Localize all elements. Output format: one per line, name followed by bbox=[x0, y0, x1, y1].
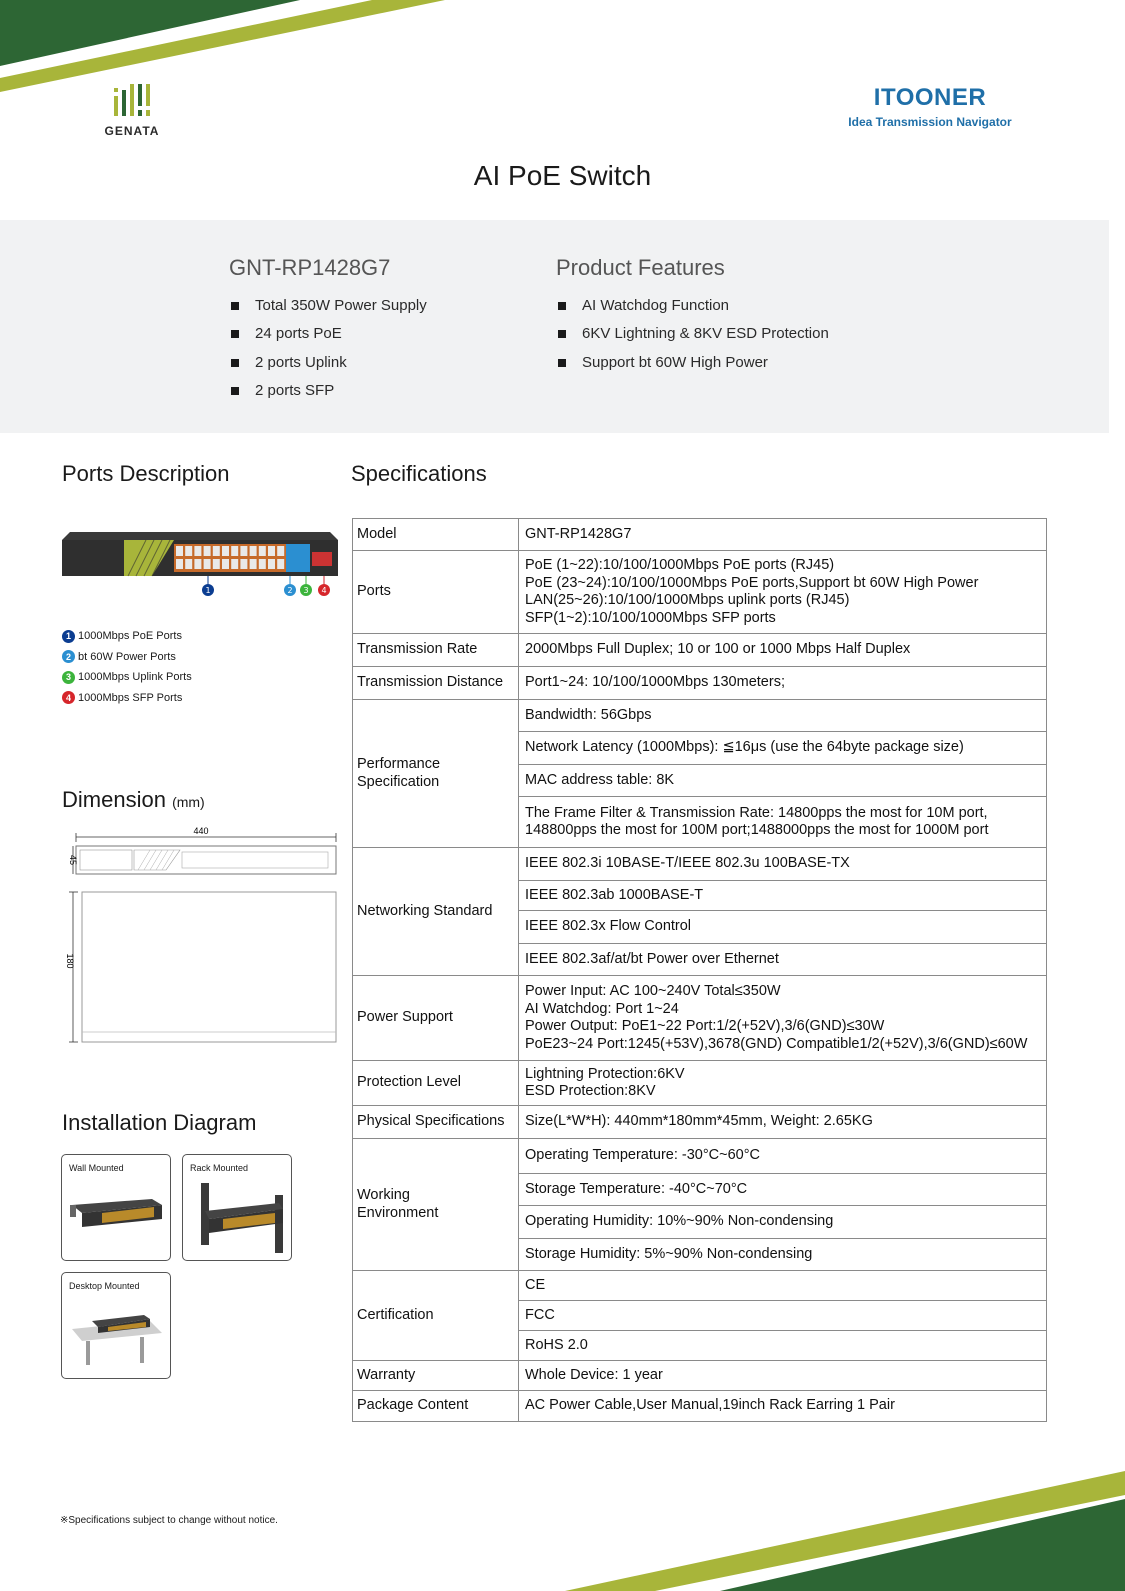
spec-value: Operating Temperature: -30°C~60°C bbox=[519, 1139, 1047, 1174]
spec-value: 2000Mbps Full Duplex; 10 or 100 or 1000 Mbps Half Duplex bbox=[519, 634, 1047, 667]
spec-key: Transmission Rate bbox=[353, 634, 519, 667]
spec-value: IEEE 802.3x Flow Control bbox=[519, 911, 1047, 944]
spec-value: CE bbox=[519, 1271, 1047, 1301]
svg-text:4: 4 bbox=[321, 586, 327, 595]
spec-key: Working Environment bbox=[353, 1139, 519, 1271]
spec-key: Performance Specification bbox=[353, 700, 519, 848]
rj45-port bbox=[222, 559, 229, 569]
features-list-item: 6KV Lightning & 8KV ESD Protection bbox=[556, 325, 829, 353]
spec-row bbox=[353, 1361, 1047, 1391]
spec-value: IEEE 802.3af/at/bt Power over Ethernet bbox=[519, 944, 1047, 976]
spec-value: The Frame Filter & Transmission Rate: 14800pps the most for 10M port, 148800pps the most for 100M port;1488000pps the most for 1000M port bbox=[519, 797, 1047, 848]
spec-key: Transmission Distance bbox=[353, 667, 519, 700]
spec-row bbox=[353, 551, 1047, 634]
rj45-port bbox=[185, 559, 192, 569]
itooner-logo-text: ITOONER bbox=[873, 84, 987, 111]
features-heading: Product Features bbox=[556, 255, 725, 280]
rj45-port bbox=[185, 546, 192, 556]
spec-key: Physical Specifications bbox=[353, 1106, 519, 1139]
rj45-port bbox=[231, 559, 238, 569]
rj45-port bbox=[194, 559, 201, 569]
spec-row bbox=[353, 1106, 1047, 1139]
spec-value: Storage Humidity: 5%~90% Non-condensing bbox=[519, 1239, 1047, 1271]
spec-value: AC Power Cable,User Manual,19inch Rack Earring 1 Pair bbox=[519, 1391, 1047, 1422]
legend-item: 2 bt 60W Power Ports bbox=[62, 647, 192, 668]
spec-value: Storage Temperature: -40°C~70°C bbox=[519, 1174, 1047, 1206]
wall-mount-image bbox=[62, 1155, 172, 1262]
svg-text:3: 3 bbox=[303, 586, 309, 595]
spec-value: IEEE 802.3ab 1000BASE-T bbox=[519, 881, 1047, 911]
rj45-port bbox=[277, 546, 284, 556]
spec-key: Certification bbox=[353, 1271, 519, 1361]
spec-key: Ports bbox=[353, 551, 519, 634]
model-list-item: Total 350W Power Supply bbox=[229, 297, 427, 325]
spec-value: GNT-RP1428G7 bbox=[519, 519, 1047, 551]
genata-logo bbox=[96, 82, 168, 138]
svg-text:1: 1 bbox=[205, 586, 211, 595]
install-desktop-mounted: Desktop Mounted bbox=[61, 1272, 171, 1379]
spec-value: Network Latency (1000Mbps): ≦16μs (use the 64byte package size) bbox=[519, 732, 1047, 765]
spec-value: Port1~24: 10/100/1000Mbps 130meters; bbox=[519, 667, 1047, 700]
spec-row bbox=[353, 976, 1047, 1061]
dimension-heading: Dimension (mm) bbox=[62, 787, 205, 812]
install-rack-mounted: Rack Mounted bbox=[182, 1154, 292, 1261]
spec-value: FCC bbox=[519, 1301, 1047, 1331]
legend-item: 4 1000Mbps SFP Ports bbox=[62, 688, 192, 709]
top-left-stripes bbox=[0, 0, 460, 95]
spec-row bbox=[353, 700, 1047, 732]
spec-key: Power Support bbox=[353, 976, 519, 1061]
rj45-port bbox=[250, 559, 257, 569]
rj45-port bbox=[213, 559, 220, 569]
spec-row bbox=[353, 519, 1047, 551]
svg-text:2: 2 bbox=[287, 586, 293, 595]
spec-key: Model bbox=[353, 519, 519, 551]
spec-value: Lightning Protection:6KV ESD Protection:8KV bbox=[519, 1061, 1047, 1106]
spec-value: IEEE 802.3i 10BASE-T/IEEE 802.3u 100BASE-TX bbox=[519, 848, 1047, 881]
model-list bbox=[229, 297, 427, 410]
features-list-item: AI Watchdog Function bbox=[556, 297, 829, 325]
itooner-logo bbox=[835, 84, 1025, 129]
itooner-tagline: Idea Transmission Navigator bbox=[848, 115, 1012, 129]
model-heading: GNT-RP1428G7 bbox=[229, 255, 391, 280]
spec-row bbox=[353, 1061, 1047, 1106]
spec-key: Package Content bbox=[353, 1391, 519, 1422]
switch-front-image bbox=[62, 530, 342, 602]
rj45-port bbox=[259, 559, 266, 569]
spec-row bbox=[353, 1271, 1047, 1301]
genata-logo-mark-icon bbox=[112, 82, 152, 118]
bottom-right-stripes bbox=[565, 1451, 1125, 1591]
svg-text:180: 180 bbox=[65, 953, 75, 969]
model-block bbox=[229, 255, 427, 410]
desktop-mount-image bbox=[62, 1273, 172, 1380]
rj45-port bbox=[240, 546, 247, 556]
spec-row bbox=[353, 1391, 1047, 1422]
spec-row bbox=[353, 667, 1047, 700]
spec-value: PoE (1~22):10/100/1000Mbps PoE ports (RJ45) PoE (23~24):10/100/1000Mbps PoE ports,Support bt 60W High Power LAN(25~26):10/100/1000Mbps uplink ports (RJ45) SFP(1~2):10/100/1000Mbps SFP ports bbox=[519, 551, 1047, 634]
rj45-port bbox=[231, 546, 238, 556]
rj45-port bbox=[268, 546, 275, 556]
feature-band bbox=[0, 220, 1109, 433]
model-list-item: 2 ports Uplink bbox=[229, 354, 427, 382]
spec-value: MAC address table: 8K bbox=[519, 765, 1047, 797]
spec-row bbox=[353, 634, 1047, 667]
model-list-item: 24 ports PoE bbox=[229, 325, 427, 353]
legend-item: 3 1000Mbps Uplink Ports bbox=[62, 667, 192, 688]
specifications-heading: Specifications bbox=[351, 461, 487, 486]
rj45-port bbox=[176, 559, 183, 569]
rj45-port bbox=[277, 559, 284, 569]
spec-value: RoHS 2.0 bbox=[519, 1331, 1047, 1361]
svg-text:45: 45 bbox=[68, 854, 78, 866]
rj45-port bbox=[194, 546, 201, 556]
rj45-port bbox=[213, 546, 220, 556]
rj45-port bbox=[176, 546, 183, 556]
spec-key: Warranty bbox=[353, 1361, 519, 1391]
rj45-port bbox=[240, 559, 247, 569]
legend-item: 1 1000Mbps PoE Ports bbox=[62, 626, 192, 647]
rj45-port bbox=[204, 546, 211, 556]
ports-legend bbox=[62, 626, 192, 708]
spec-row bbox=[353, 848, 1047, 881]
model-list-item: 2 ports SFP bbox=[229, 382, 427, 410]
genata-logo-text: GENATA bbox=[104, 124, 160, 138]
rj45-port bbox=[259, 546, 266, 556]
ports-heading: Ports Description bbox=[62, 461, 230, 486]
page-title: AI PoE Switch bbox=[473, 160, 652, 191]
features-list bbox=[556, 297, 829, 382]
spec-value: Operating Humidity: 10%~90% Non-condensing bbox=[519, 1206, 1047, 1239]
footnote: ※Specifications subject to change without notice. bbox=[60, 1515, 278, 1526]
spec-value: Whole Device: 1 year bbox=[519, 1361, 1047, 1391]
spec-value: Bandwidth: 56Gbps bbox=[519, 700, 1047, 732]
installation-heading: Installation Diagram bbox=[62, 1110, 257, 1135]
svg-text:440: 440 bbox=[193, 826, 209, 836]
features-block bbox=[556, 255, 829, 382]
spec-key: Networking Standard bbox=[353, 848, 519, 976]
spec-value: Size(L*W*H): 440mm*180mm*45mm, Weight: 2.65KG bbox=[519, 1106, 1047, 1139]
features-list-item: Support bt 60W High Power bbox=[556, 354, 829, 382]
rj45-port bbox=[250, 546, 257, 556]
spec-key: Protection Level bbox=[353, 1061, 519, 1106]
dimension-drawing bbox=[62, 826, 342, 1048]
install-wall-mounted: Wall Mounted bbox=[61, 1154, 171, 1261]
rj45-port bbox=[204, 559, 211, 569]
spec-value: Power Input: AC 100~240V Total≤350W AI Watchdog: Port 1~24 Power Output: PoE1~22 Port:1/2(+52V),3/6(GND)≤30W PoE23~24 Port:1245(+53V),3678(GND) Compatible1/2(+52V),3/6(GND)≤60W bbox=[519, 976, 1047, 1061]
rack-mount-image bbox=[183, 1155, 293, 1262]
spec-row bbox=[353, 1139, 1047, 1174]
rj45-port bbox=[268, 559, 275, 569]
specifications-table bbox=[352, 518, 1047, 1422]
rj45-port bbox=[222, 546, 229, 556]
